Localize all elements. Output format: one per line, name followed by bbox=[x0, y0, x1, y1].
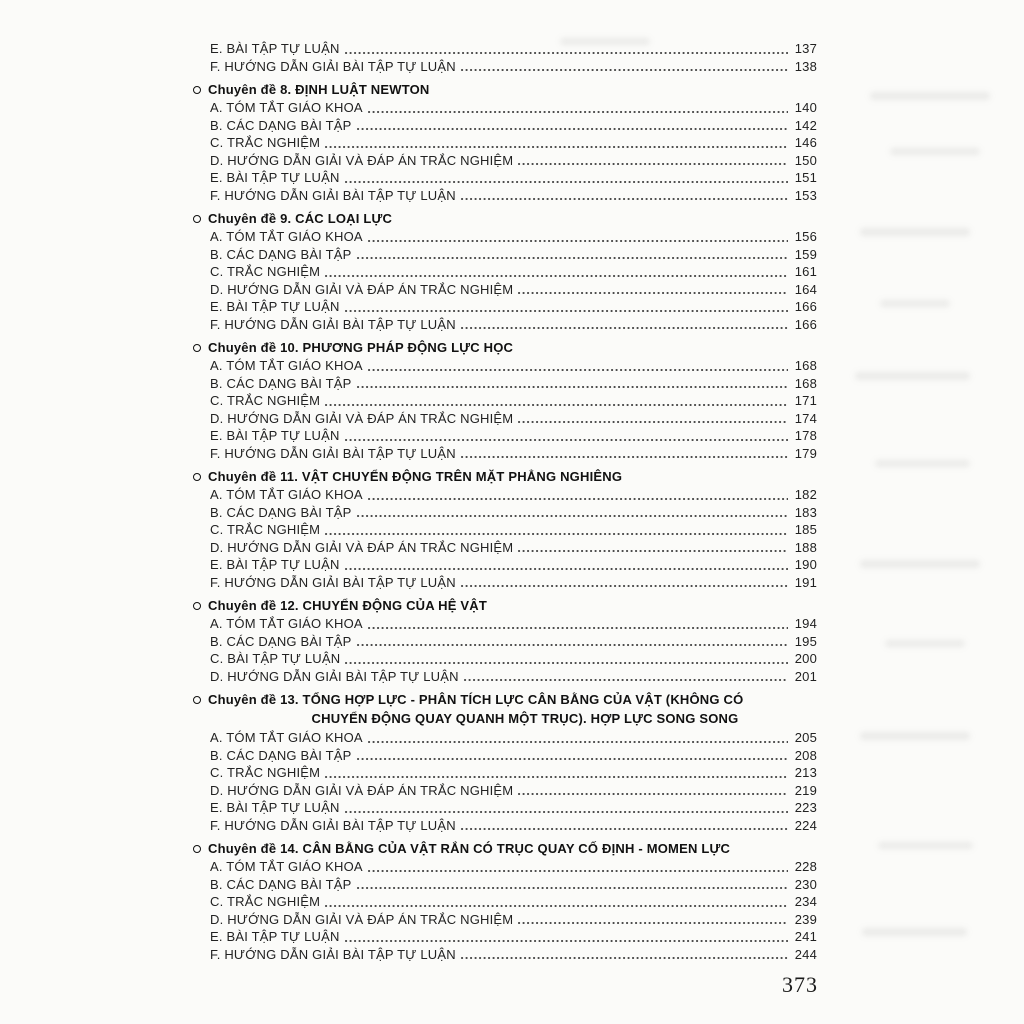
entry-label: F. HƯỚNG DẪN GIẢI BÀI TẬP TỰ LUẬN bbox=[210, 946, 456, 962]
entry-page: 156 bbox=[794, 229, 817, 244]
entry-label: E. BÀI TẬP TỰ LUẬN bbox=[210, 800, 340, 815]
entry-page: 191 bbox=[794, 574, 817, 590]
entry-page: 241 bbox=[794, 929, 817, 944]
entry-page: 195 bbox=[794, 633, 817, 649]
toc-section bbox=[193, 40, 817, 75]
entry-page: 179 bbox=[794, 445, 817, 461]
entry-label: F. HƯỚNG DẪN GIẢI BÀI TẬP TỰ LUẬN bbox=[210, 817, 456, 833]
entry-page: 166 bbox=[794, 316, 817, 332]
toc-entry bbox=[193, 375, 817, 393]
entry-page: 166 bbox=[794, 299, 817, 314]
dot-leader bbox=[345, 180, 788, 184]
entry-page: 244 bbox=[794, 946, 817, 962]
toc-entry bbox=[193, 747, 817, 765]
entry-page: 151 bbox=[794, 170, 817, 185]
toc-entry bbox=[193, 134, 817, 152]
dot-leader bbox=[345, 309, 788, 313]
entry-label: A. TÓM TẮT GIÁO KHOA bbox=[210, 229, 363, 244]
toc-section bbox=[193, 597, 817, 685]
entry-label: C. BÀI TẬP TỰ LUẬN bbox=[210, 651, 341, 666]
chapter-heading bbox=[193, 840, 817, 858]
toc-entry bbox=[193, 729, 817, 747]
toc-entry bbox=[193, 574, 817, 592]
dot-leader bbox=[368, 869, 788, 873]
entry-page: 150 bbox=[794, 152, 817, 168]
circle-bullet-icon bbox=[193, 473, 201, 481]
entry-page: 161 bbox=[794, 264, 817, 279]
toc-entry bbox=[193, 858, 817, 876]
entry-label: B. CÁC DẠNG BÀI TẬP bbox=[210, 246, 352, 262]
entry-label: C. TRẮC NGHIỆM bbox=[210, 264, 321, 279]
toc-entry bbox=[193, 782, 817, 800]
dot-leader bbox=[325, 145, 788, 149]
entry-page: 174 bbox=[794, 410, 817, 426]
toc-section bbox=[193, 840, 817, 963]
toc-entry bbox=[193, 633, 817, 651]
toc-entry bbox=[193, 668, 817, 686]
entry-page: 194 bbox=[794, 616, 817, 631]
dot-leader bbox=[345, 438, 788, 442]
entry-label: D. HƯỚNG DẪN GIẢI BÀI TẬP TỰ LUẬN bbox=[210, 668, 459, 684]
entry-page: 239 bbox=[794, 911, 817, 927]
dot-leader bbox=[325, 403, 788, 407]
entry-label: D. HƯỚNG DẪN GIẢI VÀ ĐÁP ÁN TRẮC NGHIỆM bbox=[210, 782, 514, 798]
toc-section bbox=[193, 339, 817, 462]
entry-label: C. TRẮC NGHIỆM bbox=[210, 393, 321, 408]
dot-leader bbox=[461, 68, 788, 72]
entry-label: B. CÁC DẠNG BÀI TẬP bbox=[210, 747, 352, 763]
dot-leader bbox=[357, 757, 788, 761]
dot-leader bbox=[461, 197, 788, 201]
dot-leader bbox=[325, 532, 788, 536]
circle-bullet-icon bbox=[193, 602, 201, 610]
entry-page: 168 bbox=[794, 358, 817, 373]
toc-entry bbox=[193, 281, 817, 299]
entry-label: B. CÁC DẠNG BÀI TẬP bbox=[210, 117, 352, 133]
entry-page: 213 bbox=[794, 765, 817, 780]
dot-leader bbox=[518, 162, 788, 166]
dot-leader bbox=[518, 792, 788, 796]
circle-bullet-icon bbox=[193, 215, 201, 223]
toc-entry bbox=[193, 911, 817, 929]
entry-label: C. TRẮC NGHIỆM bbox=[210, 522, 321, 537]
dot-leader bbox=[518, 921, 788, 925]
chapter-heading bbox=[193, 210, 817, 228]
entry-label: D. HƯỚNG DẪN GIẢI VÀ ĐÁP ÁN TRẮC NGHIỆM bbox=[210, 539, 514, 555]
entry-label: B. CÁC DẠNG BÀI TẬP bbox=[210, 633, 352, 649]
dot-leader bbox=[357, 886, 788, 890]
dot-leader bbox=[357, 643, 788, 647]
entry-label: A. TÓM TẮT GIÁO KHOA bbox=[210, 100, 363, 115]
toc-entry bbox=[193, 246, 817, 264]
dot-leader bbox=[345, 51, 788, 55]
entry-label: A. TÓM TẮT GIÁO KHOA bbox=[210, 358, 363, 373]
entry-label: A. TÓM TẮT GIÁO KHOA bbox=[210, 730, 363, 745]
dot-leader bbox=[357, 514, 788, 518]
entry-label: E. BÀI TẬP TỰ LUẬN bbox=[210, 41, 340, 56]
entry-page: 223 bbox=[794, 800, 817, 815]
entry-label: E. BÀI TẬP TỰ LUẬN bbox=[210, 170, 340, 185]
entry-label: F. HƯỚNG DẪN GIẢI BÀI TẬP TỰ LUẬN bbox=[210, 445, 456, 461]
dot-leader bbox=[325, 274, 788, 278]
entry-page: 201 bbox=[794, 668, 817, 684]
entry-label: C. TRẮC NGHIỆM bbox=[210, 135, 321, 150]
toc-entry bbox=[193, 650, 817, 668]
entry-page: 205 bbox=[794, 730, 817, 745]
entry-label: C. TRẮC NGHIỆM bbox=[210, 765, 321, 780]
entry-page: 182 bbox=[794, 487, 817, 502]
dot-leader bbox=[345, 810, 788, 814]
dot-leader bbox=[518, 420, 788, 424]
entry-page: 185 bbox=[794, 522, 817, 537]
toc-entry bbox=[193, 556, 817, 574]
dot-leader bbox=[368, 368, 788, 372]
circle-bullet-icon bbox=[193, 845, 201, 853]
dot-leader bbox=[464, 678, 788, 682]
dot-leader bbox=[461, 326, 788, 330]
dot-leader bbox=[325, 904, 788, 908]
dot-leader bbox=[461, 584, 788, 588]
circle-bullet-icon bbox=[193, 344, 201, 352]
toc-entry bbox=[193, 117, 817, 135]
chapter-title-line2: CHUYỂN ĐỘNG QUAY QUANH MỘT TRỤC). HỢP LỰC SONG SONG bbox=[311, 711, 739, 726]
page-number: 373 bbox=[782, 972, 818, 997]
toc-entry bbox=[193, 410, 817, 428]
entry-label: B. CÁC DẠNG BÀI TẬP bbox=[210, 375, 352, 391]
toc-entry bbox=[193, 876, 817, 894]
chapter-title: Chuyên đề 8. ĐỊNH LUẬT NEWTON bbox=[208, 82, 430, 97]
toc-entry bbox=[193, 357, 817, 375]
chapter-heading bbox=[193, 468, 817, 486]
toc-entry bbox=[193, 40, 817, 58]
entry-page: 153 bbox=[794, 187, 817, 203]
entry-page: 190 bbox=[794, 557, 817, 572]
dot-leader bbox=[368, 497, 788, 501]
entry-label: D. HƯỚNG DẪN GIẢI VÀ ĐÁP ÁN TRẮC NGHIỆM bbox=[210, 281, 514, 297]
chapter-heading bbox=[193, 597, 817, 615]
entry-label: D. HƯỚNG DẪN GIẢI VÀ ĐÁP ÁN TRẮC NGHIỆM bbox=[210, 410, 514, 426]
toc-entry bbox=[193, 928, 817, 946]
entry-page: 137 bbox=[794, 41, 817, 56]
chapter-heading bbox=[193, 81, 817, 99]
chapter-title: Chuyên đề 9. CÁC LOẠI LỰC bbox=[208, 211, 393, 226]
dot-leader bbox=[345, 661, 788, 665]
toc-entry bbox=[193, 298, 817, 316]
entry-page: 164 bbox=[794, 281, 817, 297]
entry-label: F. HƯỚNG DẪN GIẢI BÀI TẬP TỰ LUẬN bbox=[210, 187, 456, 203]
toc-entry bbox=[193, 228, 817, 246]
dot-leader bbox=[461, 956, 788, 960]
entry-page: 178 bbox=[794, 428, 817, 443]
entry-label: E. BÀI TẬP TỰ LUẬN bbox=[210, 428, 340, 443]
toc-entry bbox=[193, 427, 817, 445]
dot-leader bbox=[518, 549, 788, 553]
dot-leader bbox=[368, 626, 788, 630]
toc-entry bbox=[193, 392, 817, 410]
chapter-title: Chuyên đề 11. VẬT CHUYỂN ĐỘNG TRÊN MẶT PHẲNG NGHIÊNG bbox=[208, 469, 623, 484]
entry-page: 230 bbox=[794, 876, 817, 892]
toc-entry bbox=[193, 99, 817, 117]
dot-leader bbox=[461, 455, 788, 459]
chapter-title: Chuyên đề 13. TỔNG HỢP LỰC - PHÂN TÍCH LỰC CÂN BẰNG CỦA VẬT (KHÔNG CÓ bbox=[208, 692, 744, 707]
toc-entry bbox=[193, 946, 817, 964]
toc-entry bbox=[193, 486, 817, 504]
entry-label: B. CÁC DẠNG BÀI TẬP bbox=[210, 876, 352, 892]
entry-label: A. TÓM TẮT GIÁO KHOA bbox=[210, 859, 363, 874]
toc-section bbox=[193, 81, 817, 204]
entry-label: E. BÀI TẬP TỰ LUẬN bbox=[210, 557, 340, 572]
entry-label: B. CÁC DẠNG BÀI TẬP bbox=[210, 504, 352, 520]
toc-entry bbox=[193, 504, 817, 522]
dot-leader bbox=[345, 567, 788, 571]
entry-page: 188 bbox=[794, 539, 817, 555]
circle-bullet-icon bbox=[193, 86, 201, 94]
chapter-title: Chuyên đề 12. CHUYỂN ĐỘNG CỦA HỆ VẬT bbox=[208, 598, 488, 613]
toc-entry bbox=[193, 893, 817, 911]
dot-leader bbox=[368, 740, 788, 744]
entry-label: D. HƯỚNG DẪN GIẢI VÀ ĐÁP ÁN TRẮC NGHIỆM bbox=[210, 911, 514, 927]
toc-section bbox=[193, 691, 817, 834]
dot-leader bbox=[368, 239, 788, 243]
toc-entry bbox=[193, 263, 817, 281]
dot-leader bbox=[461, 827, 788, 831]
toc-entry bbox=[193, 152, 817, 170]
toc-entry bbox=[193, 521, 817, 539]
entry-page: 224 bbox=[794, 817, 817, 833]
dot-leader bbox=[357, 127, 788, 131]
toc-entry bbox=[193, 817, 817, 835]
toc-entry bbox=[193, 445, 817, 463]
entry-label: E. BÀI TẬP TỰ LUẬN bbox=[210, 929, 340, 944]
entry-label: F. HƯỚNG DẪN GIẢI BÀI TẬP TỰ LUẬN bbox=[210, 316, 456, 332]
toc-entry bbox=[193, 799, 817, 817]
dot-leader bbox=[345, 939, 788, 943]
dot-leader bbox=[518, 291, 788, 295]
entry-page: 138 bbox=[794, 58, 817, 74]
toc-entry bbox=[193, 764, 817, 782]
entry-label: F. HƯỚNG DẪN GIẢI BÀI TẬP TỰ LUẬN bbox=[210, 574, 456, 590]
entry-label: A. TÓM TẮT GIÁO KHOA bbox=[210, 616, 363, 631]
toc-list bbox=[193, 40, 817, 963]
chapter-heading bbox=[193, 339, 817, 357]
toc-entry bbox=[193, 539, 817, 557]
circle-bullet-icon bbox=[193, 696, 201, 704]
toc-section bbox=[193, 468, 817, 591]
entry-page: 142 bbox=[794, 117, 817, 133]
chapter-title: Chuyên đề 10. PHƯƠNG PHÁP ĐỘNG LỰC HỌC bbox=[208, 340, 514, 355]
dot-leader bbox=[357, 256, 788, 260]
toc-entry bbox=[193, 169, 817, 187]
entry-page: 234 bbox=[794, 894, 817, 909]
entry-page: 146 bbox=[794, 135, 817, 150]
toc-entry bbox=[193, 58, 817, 76]
entry-label: D. HƯỚNG DẪN GIẢI VÀ ĐÁP ÁN TRẮC NGHIỆM bbox=[210, 152, 514, 168]
entry-page: 219 bbox=[794, 782, 817, 798]
entry-label: E. BÀI TẬP TỰ LUẬN bbox=[210, 299, 340, 314]
toc-entry bbox=[193, 187, 817, 205]
entry-page: 200 bbox=[794, 651, 817, 666]
entry-page: 159 bbox=[794, 246, 817, 262]
entry-page: 140 bbox=[794, 100, 817, 115]
entry-page: 171 bbox=[794, 393, 817, 408]
dot-leader bbox=[368, 110, 788, 114]
chapter-title: Chuyên đề 14. CÂN BẰNG CỦA VẬT RẮN CÓ TRỤC QUAY CỐ ĐỊNH - MOMEN LỰC bbox=[208, 841, 731, 856]
toc-entry bbox=[193, 316, 817, 334]
entry-page: 168 bbox=[794, 375, 817, 391]
chapter-heading bbox=[193, 691, 817, 709]
entry-page: 228 bbox=[794, 859, 817, 874]
entry-label: A. TÓM TẮT GIÁO KHOA bbox=[210, 487, 363, 502]
entry-label: F. HƯỚNG DẪN GIẢI BÀI TẬP TỰ LUẬN bbox=[210, 58, 456, 74]
entry-page: 208 bbox=[794, 747, 817, 763]
entry-label: C. TRẮC NGHIỆM bbox=[210, 894, 321, 909]
toc-section bbox=[193, 210, 817, 333]
dot-leader bbox=[357, 385, 788, 389]
toc-entry bbox=[193, 615, 817, 633]
dot-leader bbox=[325, 775, 788, 779]
entry-page: 183 bbox=[794, 504, 817, 520]
